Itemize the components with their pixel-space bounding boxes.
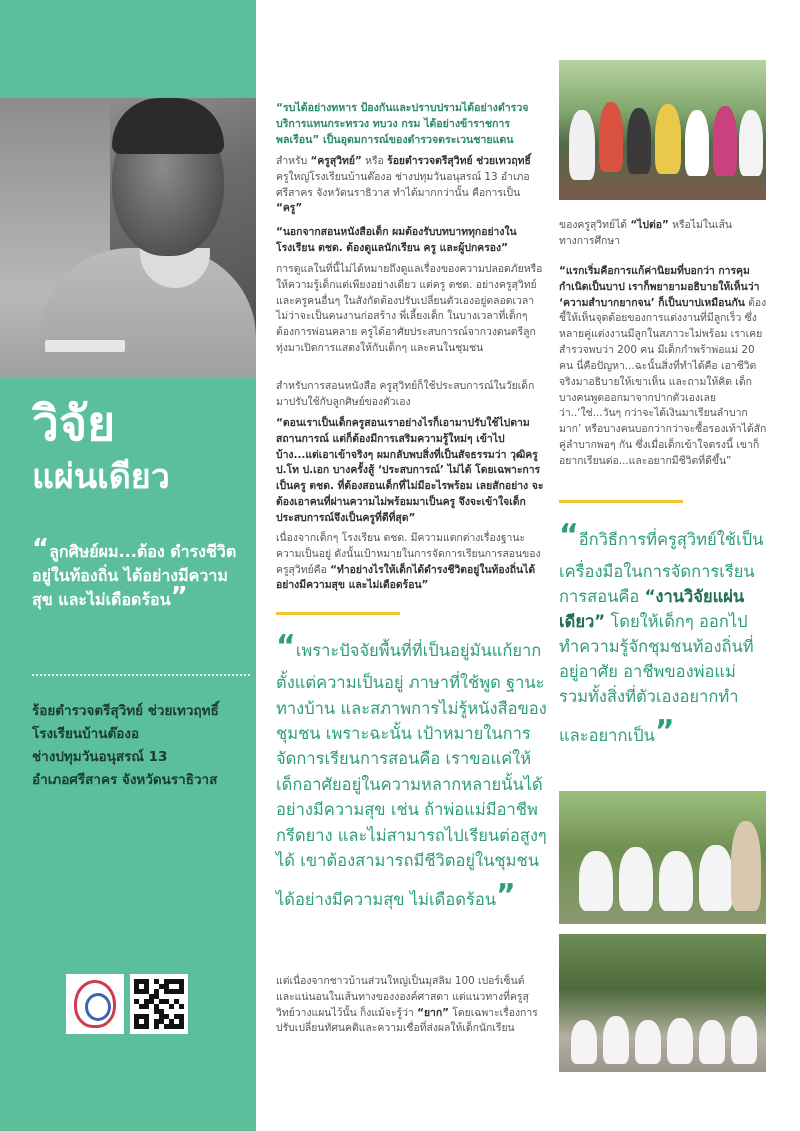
- paragraph-5: “ตอนเราเป็นเด็กครูสอนเราอย่างไรก็เอามาปรับใช้ไปตามสถานการณ์ แต่ก็ต้องมีการเสริมความรู้ใหม่ๆ เข้าไปบ้าง...แต่เอาเข้าจริงๆ ผมกลับพบสิ่งที่เป็นสัจธรรมว่า วุฒิครู ป.โท ป.เอก บางครั้งสู้ ‘ประสบการณ์’ ไม่ได้ โดยเฉพาะการเป็นครู ตชด. ที่ต้องสอนเด็กที่ไม่มีอะไรพร้อม เลยสักอย่าง จะต้องเอาคนที่ผ่านความไม่พร้อมมาเป็นครู จึงจะเข้าใจเด็ก ประสบการณ์จึงเป็นครูที่ดีที่สุด”: [276, 417, 544, 524]
- paragraph-7: แต่เนื่องจากชาวบ้านส่วนใหญ่เป็นมุสลิม 100 เปอร์เซ็นต์ และแน่นอนในเส้นทางของงองค์ศาสดา แต่แนวทางที่ครูสุวิทย์วางแผนไว้นั้น ก็งแม้จะรู้ว่า “ยาก” โดยเฉพาะเรื่องการปรับเปลี่ยนทัศนคติและความเชื่อที่ส่งผลให้เด็กนักเรียน: [276, 975, 538, 1035]
- close-quote-icon: ”: [496, 878, 516, 914]
- paragraph-3: การดูแลในที่นี้ไม่ได้หมายถึงดูแลเรื่องของความปลอดภัยหรือให้ความรู้เด็กแต่เพียงอย่างเดียว แต่ครู ตชด. อย่างครูสุวิทย์ และครูคนอื่นๆ ในสังกัดต้องปรับเปลี่ยนตัวเองอยู่ตลอดเวลา ไม่ว่าจะเป็นคนงานก่อสร้าง พี่เลี้ยงเด็ก ในบางเวลาที่เด็กๆ ต้องการพ่อนคลาย ครูได้อาศัยประสบการณ์จากวงดนตรีลูกทุ่งมาเปิดการแสดงให้กับเด็กๆ และคนในชุมชน: [276, 263, 543, 355]
- left-panel: [0, 0, 256, 1131]
- paragraph-4: สำหรับการสอนหนังสือ ครูสุวิทย์ก็ใช้ประสบการณ์ในวัยเด็กมาปรับใช้กับลูกศิษย์ของตัวเอง: [276, 380, 535, 408]
- close-quote-icon: ”: [654, 714, 675, 750]
- title-line-1: วิจัย: [32, 396, 116, 452]
- right-paragraph-1: ของครูสุวิทย์ได้ “ไปต่อ” หรือไม่ในเส้นทางการศึกษา: [559, 219, 733, 247]
- intro-quote: “รบได้อย่างทหาร ป้องกันและปราบปรามได้อย่างตำรวจ บริการแทนกระทรวง ทบวง กรม ได้อย่างข้าราชการพลเรือน” เป็นอุดมการณ์ของตำรวจตระเวนชายแดน: [276, 102, 529, 147]
- author-block: [32, 700, 254, 792]
- open-quote-icon: “: [32, 534, 50, 564]
- right-pull-quote: “อีกวิธีการที่ครูสุวิทย์ใช้เป็นเครื่องมือในการจัดการเรียนการสอนคือ “งานวิจัยแผ่นเดียว” โดยให้เด็กๆ ออกไปทำความรู้จักชุมชนท้องถิ่นที่อยู่อาศัย อาชีพของพ่อแม่ รวมทั้งสิ่งที่ตัวเองอยากทำ และอยากเป็น”: [559, 518, 764, 750]
- students-gathering-photo: [559, 934, 766, 1072]
- close-quote-icon: ”: [170, 582, 188, 612]
- pull-quote-text: ลูกศิษย์ผม...ต้อง ดำรงชีวิตอยู่ในท้องถิ่น ได้อย่างมีความสุข และไม่เดือดร้อน: [32, 542, 237, 609]
- paragraph-6: เนื่องจากเด็กๆ โรงเรียน ตชด. มีความแตกต่างเรื่องฐานะความเป็นอยู่ ดังนั้นเป้าหมายในการจัดการเรียนการสอนของครูสุวิทย์คือ “ทำอย่างไรให้เด็กได้ดำรงชีวิตอยู่ในท้องถิ่นได้อย่างมีความสุข และไม่เดือดร้อน”: [276, 532, 541, 592]
- emblem-icon: [74, 980, 116, 1028]
- big-pull-quote: [276, 624, 548, 920]
- page-title: [32, 398, 170, 496]
- open-quote-icon: “: [276, 629, 296, 664]
- title-line-2: แผ่นเดียว: [32, 456, 170, 497]
- right-paragraph-2: “แรกเริ่มคือการแก้ค่านิยมที่บอกว่า การคุมกำเนิดเป็นบาป เราก็พยายามอธิบายให้เห็นว่า ‘ความสำบากยากจน’ ก็เป็นบาปเหมือนกัน ต้องชี้ให้เห็นจุดด้อยของการแต่งงานที่มีลูกเร็ว ซึ่งหลายคู่แต่งงานมีลูกในสภาวะไม่พร้อม เราเคยสำรวจพบว่า 200 คน มีเด็กกำพร้าพ่อแม่ 20 คน นี่คือปัญหา...ฉะนั้นสิ่งที่ทำได้คือ เอาชีวิตจริงมาอธิบายให้เขาเห็น และถามให้คิด เด็กบางคนพูดออกมาจากปากตัวเองเลยว่า..‘ใช่...วันๆ กว่าจะได้เงินมาเรียนลำบากมาก’ หรือบางคนบอกว่ากว่าจะซื้อรองเท้าได้สักคู่ลำบากพอๆ กัน ซึ่งเมื่อเด็กเข้าใจตรงนี้ เขาก็อยากเรียนต่อ...และอยากมีชีวิตที่ดีขึ้น”: [559, 265, 767, 467]
- author-name: ร้อยตำรวจตรีสุวิทย์ ช่วยเทวฤทธิ์: [32, 703, 219, 719]
- dotted-divider: [32, 674, 250, 676]
- portrait-photo: [0, 98, 256, 378]
- paragraph-1: สำหรับ “ครูสุวิทย์” หรือ ร้อยตำรวจตรีสุวิทย์ ช่วยเทวฤทธิ์ ครูใหญ่โรงเรียนบ้านต๊องอ ช่างปทุมวันอนุสรณ์ 13 อำเภอศรีสาคร จังหวัดนราธิวาส ทำได้มากกว่านั้น คือการเป็น “ครู”: [276, 155, 531, 215]
- big-pull-quote-text: เพราะปัจจัยพื้นที่ที่เป็นอยู่มันแก้ยาก ตั้งแต่ความเป็นอยู่ ภาษาที่ใช้พูด ฐานะทางบ้าน และสภาพการไม่รู้หนังสือของชุมชน เพราะฉะนั้น เป้าหมายในการจัดการเรียนการสอนคือ เราขอแค่ให้เด็กอาศัยอยู่ในความหลากหลายนั้นได้อย่างมีความสุข เช่น ถ้าพ่อแม่มีอาชีพกรีดยาง และไม่สามารถไปเรียนต่อสูงๆ ได้ เขาต้องสามารถมีชีวิตอยู่ในชุมชนได้อย่างมีความสุข ไม่เดือดร้อน: [276, 641, 547, 910]
- yellow-divider: [276, 612, 400, 615]
- classroom-photo: [559, 60, 766, 200]
- organization-logo: [66, 974, 124, 1034]
- students-outdoor-photo: [559, 791, 766, 924]
- author-school: โรงเรียนบ้านต๊องอ: [32, 725, 140, 742]
- author-location: อำเภอศรีสาคร จังหวัดนราธิวาส: [32, 771, 218, 788]
- qr-code-icon: [134, 979, 184, 1029]
- author-school-2: ช่างปทุมวันอนุสรณ์ 13: [32, 748, 168, 765]
- yellow-divider-right: [559, 500, 683, 503]
- shirt-logo: [45, 340, 125, 352]
- open-quote-icon: “: [559, 518, 579, 553]
- paragraph-2: “นอกจากสอนหนังสือเด็ก ผมต้องรับบทบาททุกอย่างในโรงเรียน ตชด. ต้องดูแลนักเรียน ครู และผู้ปกครอง”: [276, 226, 517, 254]
- pull-quote: [32, 534, 242, 612]
- qr-code[interactable]: [130, 974, 188, 1034]
